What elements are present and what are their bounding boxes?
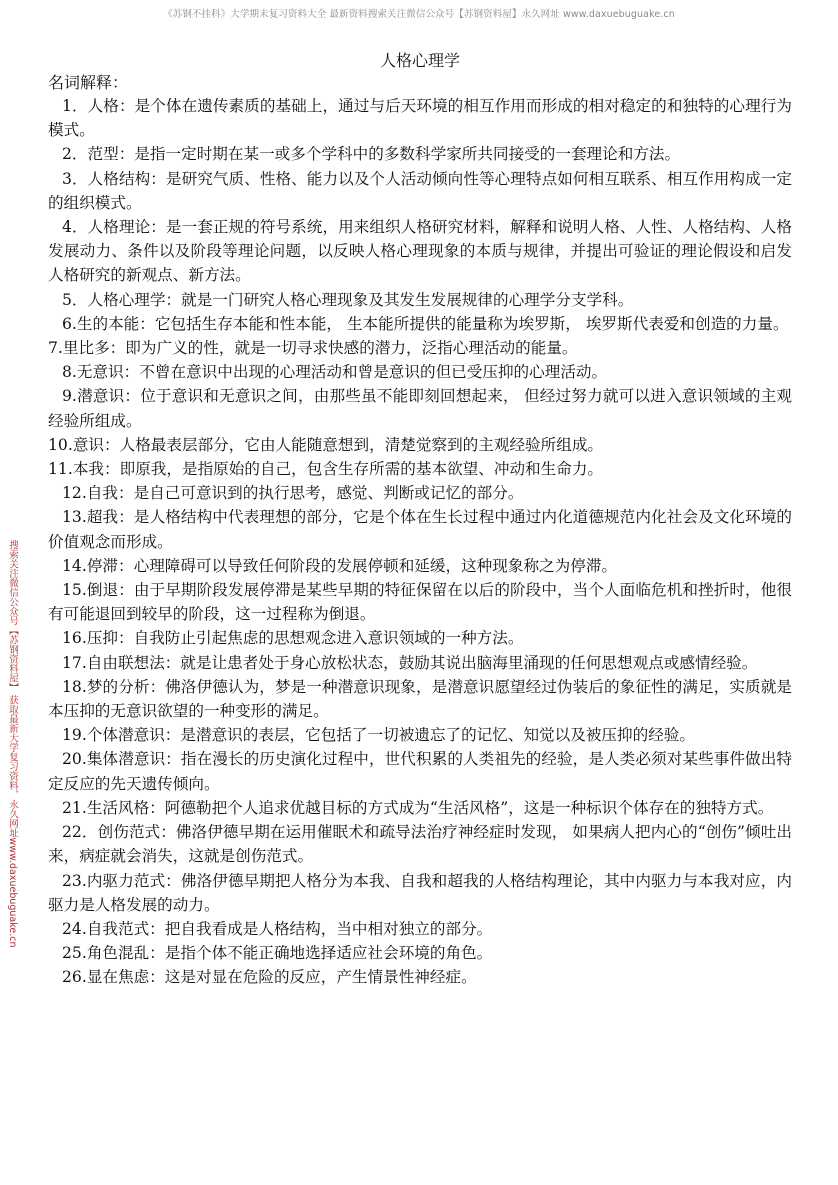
definition-entry [48, 965, 792, 989]
definition-entry [48, 796, 792, 820]
entry-term: 人格结构： [87, 169, 166, 188]
entry-definition: 是研究气质、性格、能力以及个人活动倾向性等心理特点如何相互联系、相互作用构成一定的组织模式。 [48, 169, 792, 212]
entry-definition: 把自我看成是人格结构，当中相对独立的部分。 [164, 919, 493, 938]
entry-number: 15. [62, 581, 87, 600]
definition-entry [48, 554, 792, 578]
entry-definition: 即为广义的性，就是一切寻求快感的潜力，泛指心理活动的能量。 [125, 339, 578, 358]
definition-entry [48, 578, 792, 626]
entry-term: 人格心理学： [87, 290, 182, 309]
definition-entry [48, 820, 792, 868]
entry-number: 4． [62, 218, 88, 237]
definition-entry [48, 481, 792, 505]
entry-number: 16. [62, 629, 87, 648]
definition-entry [48, 94, 792, 142]
entry-definition: 佛洛伊德早期把人格分为本我、自我和超我的人格结构理论，其中内驱力与本我对应，内驱力是人格发展的动力。 [48, 871, 792, 914]
entry-number: 19. [62, 726, 87, 745]
entry-definition: 它包括生存本能和性本能， 生本能所提供的能量称为埃罗斯， 埃罗斯代表爱和创造的力量。 [154, 314, 789, 333]
entry-number: 17. [62, 653, 87, 672]
definition-entry [48, 651, 792, 675]
definition-entry [48, 747, 792, 795]
entry-number: 13. [62, 508, 87, 527]
entry-number: 6. [62, 314, 77, 333]
entry-number: 8. [62, 363, 77, 382]
definition-entry [48, 142, 792, 166]
entry-number: 12. [62, 484, 87, 503]
definition-entry [48, 360, 792, 384]
entry-number: 23. [62, 871, 87, 890]
entry-definition: 是个体在遗传素质的基础上，通过与后天环境的相互作用而形成的相对稳定的和独特的心理行为模式。 [48, 97, 792, 140]
entry-term: 集体潜意识： [86, 750, 181, 769]
entry-number: 5． [62, 290, 88, 309]
definition-entry [48, 457, 792, 481]
entry-definition: 是人格结构中代表理想的部分，它是个体在生长过程中通过内化道德规范内化社会及文化环境的价值观念而形成。 [48, 508, 792, 551]
entry-definition: 自我防止引起焦虑的思想观念进入意识领域的一种方法。 [133, 629, 524, 648]
entry-definition: 阿德勒把个人追求优越目标的方式成为“生活风格”，这是一种标识个体存在的独特方式。 [164, 798, 774, 817]
entry-number: 3． [62, 169, 88, 188]
definition-entry [48, 675, 792, 723]
definition-entry [48, 336, 792, 360]
entry-definition: 就是让患者处于身心放松状态，鼓励其说出脑海里涌现的任何思想观点或感情经验。 [180, 653, 758, 672]
definition-entry [48, 384, 792, 432]
entry-number: 26. [62, 968, 87, 987]
entry-term: 压抑： [86, 629, 134, 648]
entry-term: 梦的分析： [86, 677, 166, 696]
entry-number: 24. [62, 919, 87, 938]
definition-entry [48, 505, 792, 553]
entry-definition: 指在漫长的历史演化过程中，世代积累的人类祖先的经验，是人类必须对某些事件做出特定反应的先天遗传倾向。 [48, 750, 792, 793]
entry-term: 角色混乱： [86, 944, 165, 963]
entry-definition: 佛洛伊德认为，梦是一种潜意识现象，是潜意识愿望经过伪装后的象征性的满足，实质就是本压抑的无意识欲望的一种变形的满足。 [48, 677, 792, 721]
entry-term: 生的本能： [76, 314, 155, 333]
entry-number: 20. [62, 750, 87, 769]
entry-number: 2． [62, 145, 88, 164]
definition-entry [48, 312, 792, 336]
entry-definition: 不曾在意识中出现的心理活动和曾是意识的但已受压抑的心理活动。 [139, 363, 608, 382]
entry-number: 9. [62, 387, 77, 406]
entry-number: 10. [48, 435, 73, 454]
entry-term: 无意识： [76, 363, 140, 382]
entry-term: 意识： [72, 435, 120, 454]
entry-term: 创伤范式： [97, 823, 176, 842]
entry-definition: 是指一定时期在某一或多个学科中的多数科学家所共同接受的一套理论和方法。 [134, 145, 681, 164]
definition-entry [48, 167, 792, 215]
entry-definition: 就是一门研究人格心理现象及其发生发展规律的心理学分支学科。 [181, 290, 634, 309]
side-watermark: 搜索关注微信公众号【苏钢资料屋】 获取最新大学复习资料，永久网址www.daxuebuguake.cn [7, 540, 18, 948]
entry-definition: 这是对显在危险的反应，产生情景性神经症。 [164, 968, 477, 987]
entry-definition: 心理障碍可以导致任何阶段的发展停顿和延缓，这种现象称之为停滞。 [133, 556, 618, 575]
entry-number: 25. [62, 944, 87, 963]
entry-number: 18. [62, 677, 87, 696]
entry-term: 停滞： [86, 556, 134, 575]
definition-entry [48, 626, 792, 650]
entry-term: 倒退： [86, 581, 134, 600]
entry-definition: 位于意识和无意识之间，由那些虽不能即刻回想起来， 但经过努力就可以进入意识领域的主观经验所组成。 [48, 387, 792, 430]
entry-definition: 是一套正规的符号系统，用来组织人格研究材料，解释和说明人格、人性、人格结构、人格发展动力、条件以及阶段等理论问题，以反映人格心理现象的本质与规律，并提出可验证的理论假设和启发人格研究的新观点、新方法。 [48, 218, 792, 285]
entry-definition: 是自己可意识到的执行思考，感觉、判断或记忆的部分。 [133, 484, 524, 503]
entry-number: 7. [48, 339, 63, 358]
entry-term: 人格理论： [87, 218, 166, 237]
definition-entry [48, 941, 792, 965]
entry-term: 范型： [87, 145, 135, 164]
entry-term: 生活风格： [86, 798, 165, 817]
definition-entry [48, 869, 792, 917]
entry-term: 内驱力范式： [86, 871, 181, 890]
entry-term: 自由联想法： [86, 653, 181, 672]
entry-definition: 佛洛伊德早期在运用催眠术和疏导法治疗神经症时发现， 如果病人把内心的“创伤”倾吐出来，病症就会消失，这就是创伤范式。 [48, 823, 793, 866]
entry-term: 自我： [86, 484, 134, 503]
entry-number: 22． [62, 823, 98, 842]
entry-number: 1． [62, 97, 88, 115]
definition-entry [48, 917, 792, 941]
section-heading: 名词解释： [48, 73, 129, 92]
entry-definition: 由于早期阶段发展停滞是某些早期的特征保留在以后的阶段中，当个人面临危机和挫折时，他很有可能退回到较早的阶段，这一过程称为倒退。 [48, 581, 792, 624]
document-body [48, 50, 792, 990]
entry-number: 14. [62, 556, 87, 575]
definition-entry [48, 723, 792, 747]
entry-term: 显在焦虑： [86, 968, 165, 987]
definition-entry [48, 433, 792, 457]
entry-term: 里比多： [62, 339, 126, 358]
entry-term: 潜意识： [76, 387, 141, 406]
page-header-banner: 《苏钢不挂科》大学期末复习资料大全 最新资料搜索关注微信公众号【苏钢资料屋】永久网址 www.daxuebuguake.cn [163, 9, 675, 20]
definition-list [48, 94, 792, 990]
entry-number: 21. [62, 798, 87, 817]
entry-definition: 人格最表层部分，它由人能随意想到，清楚觉察到的主观经验所组成。 [119, 435, 604, 454]
entry-term: 自我范式： [86, 919, 165, 938]
entry-definition: 即原我，是指原始的自己，包含生存所需的基本欲望、冲动和生命力。 [119, 460, 604, 479]
entry-term: 个体潜意识： [86, 726, 181, 745]
definition-entry [48, 288, 792, 312]
entry-term: 超我： [86, 508, 134, 527]
document-title: 人格心理学 [379, 51, 460, 70]
definition-entry [48, 215, 792, 288]
entry-definition: 是指个体不能正确地选择适应社会环境的角色。 [164, 944, 493, 963]
entry-number: 11. [48, 460, 73, 479]
entry-term: 本我： [72, 460, 120, 479]
entry-term: 人格： [87, 97, 135, 115]
entry-definition: 是潜意识的表层，它包括了一切被遗忘了的记忆、知觉以及被压抑的经验。 [180, 726, 695, 745]
